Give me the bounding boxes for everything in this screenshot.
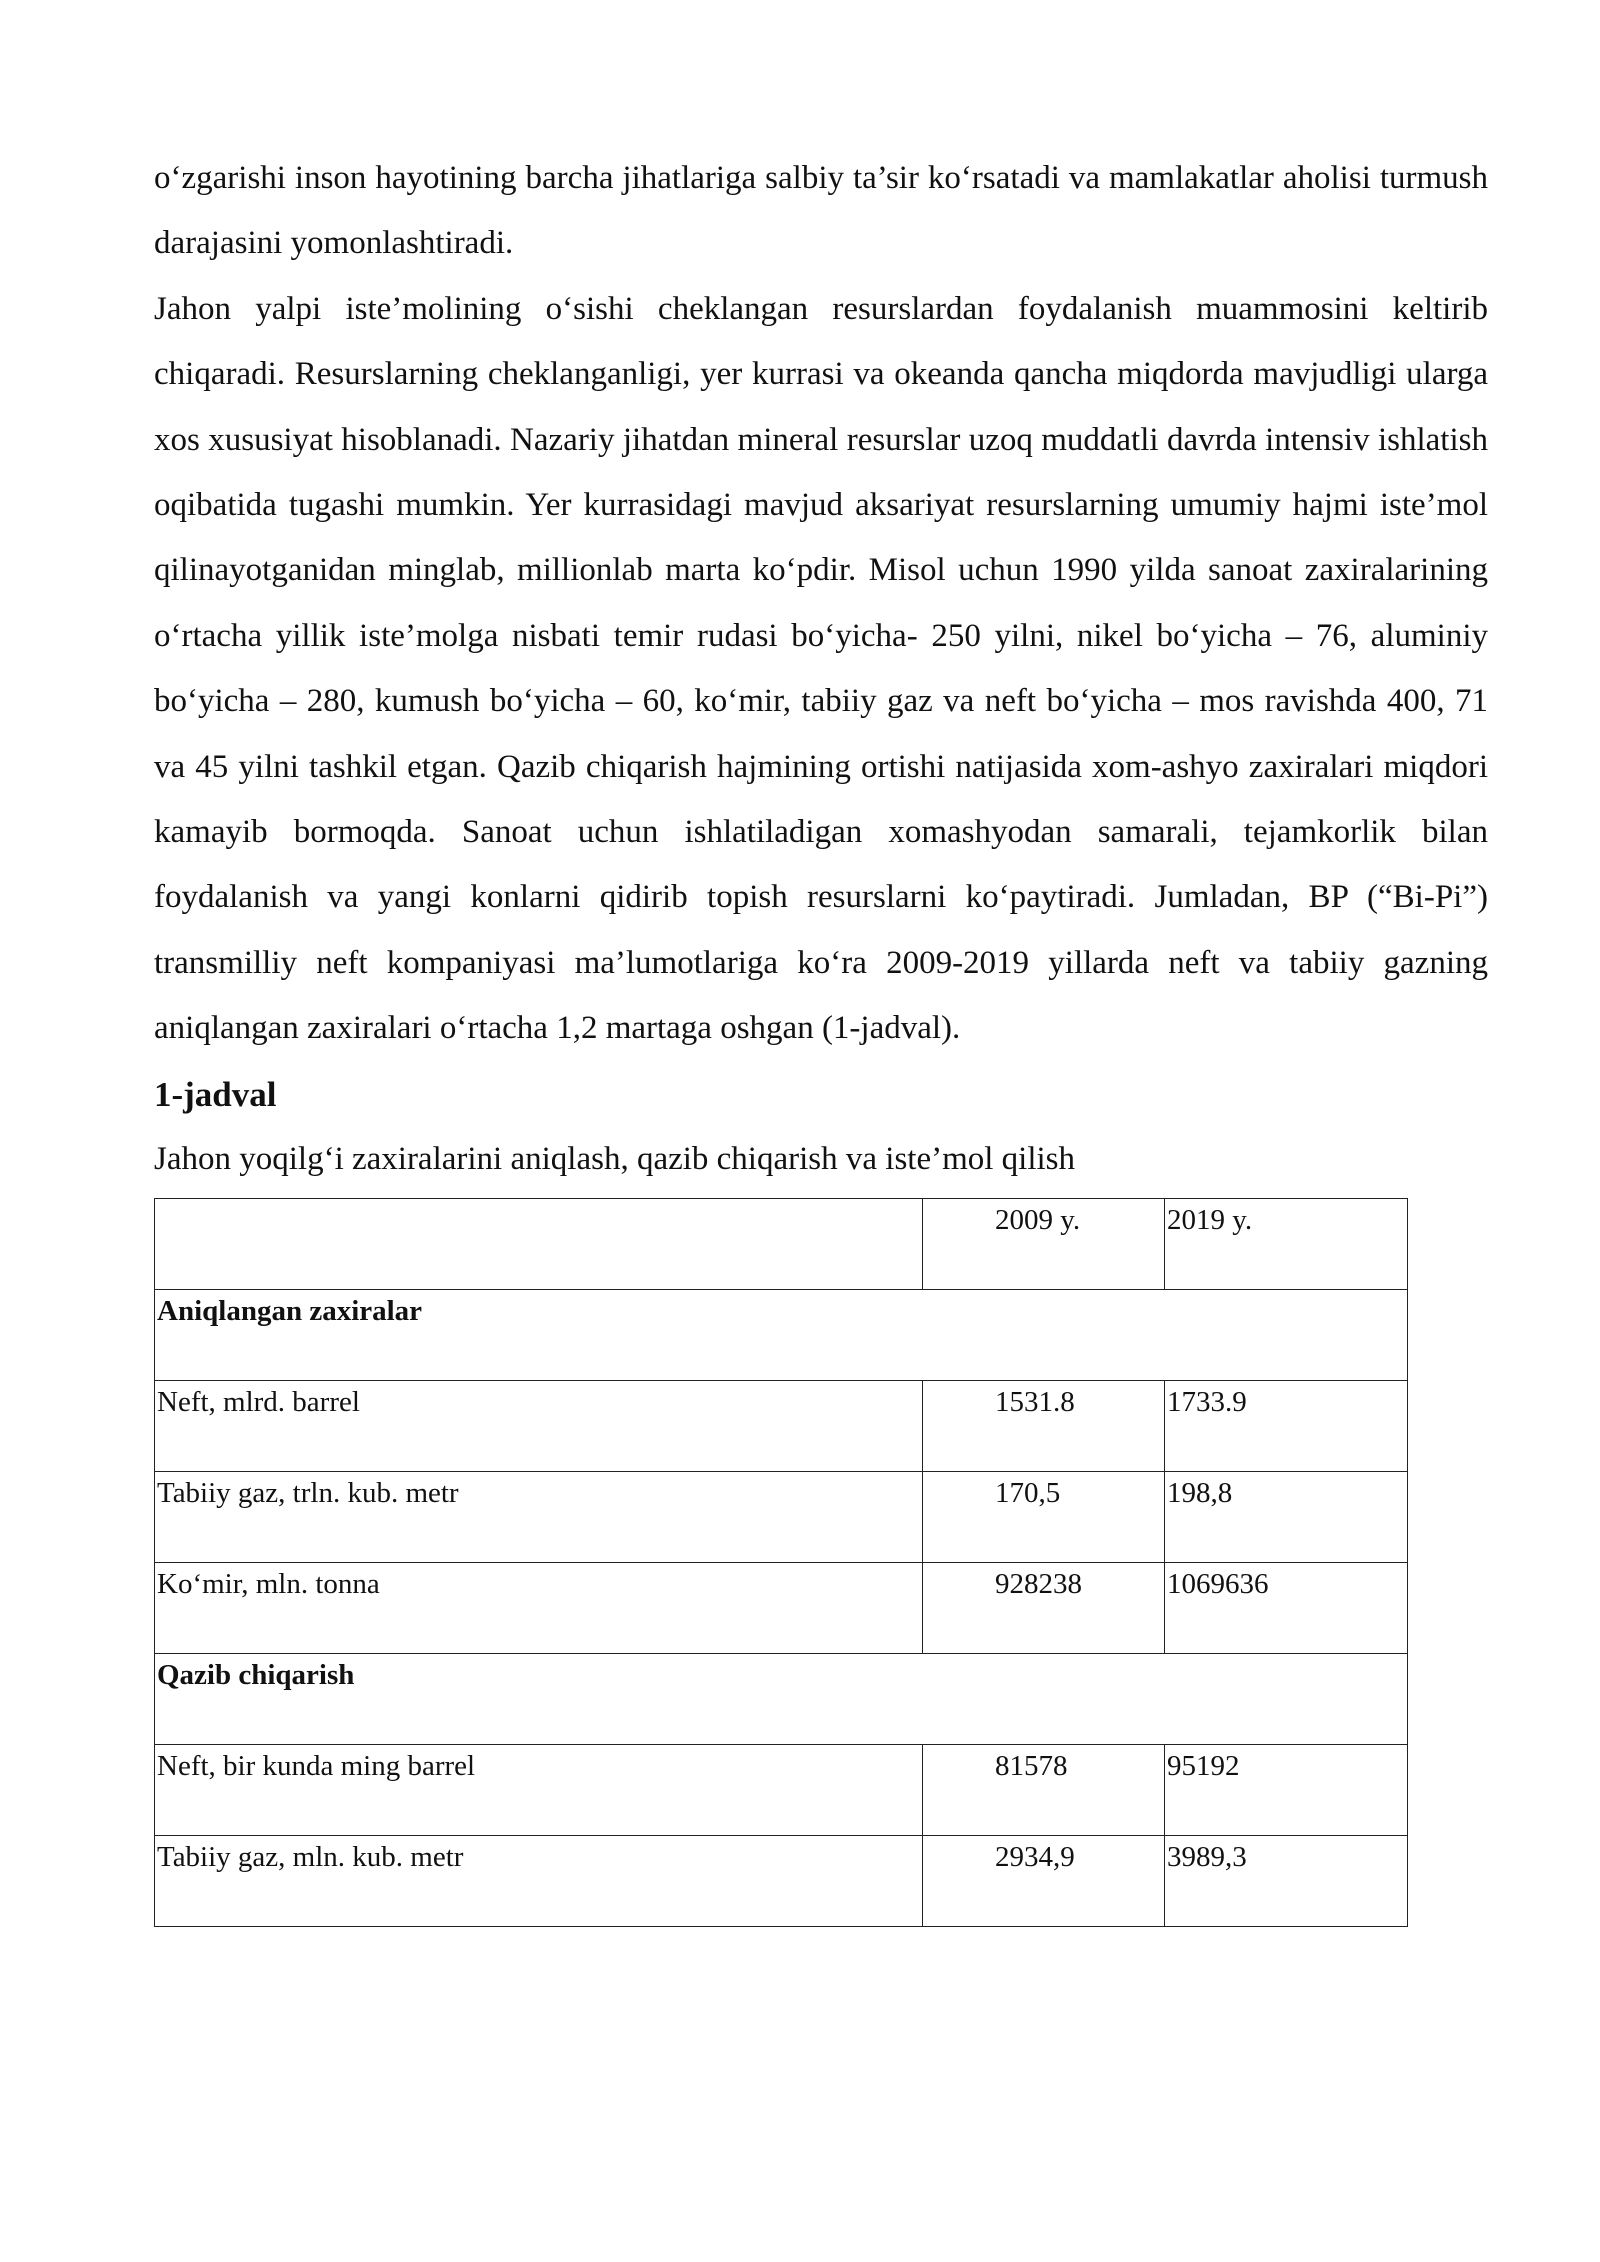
- table-row: [155, 1380, 1408, 1471]
- row-value-2009: 81578: [923, 1744, 1165, 1835]
- table-row: [155, 1835, 1408, 1926]
- header-2019-cell: 2019 y.: [1165, 1198, 1408, 1289]
- row-label: Tabiiy gaz, trln. kub. metr: [155, 1471, 923, 1562]
- table-row: [155, 1744, 1408, 1835]
- fuel-reserves-table: [154, 1198, 1408, 1927]
- table-row: [155, 1562, 1408, 1653]
- header-2009-cell: 2009 y.: [923, 1198, 1165, 1289]
- table-caption: Jahon yoqilg‘i zaxiralarini aniqlash, qazib chiqarish va iste’mol qilish: [154, 1140, 1076, 1177]
- row-value-2019: 3989,3: [1165, 1835, 1408, 1926]
- row-value-2009: 2934,9: [923, 1835, 1165, 1926]
- row-value-2009: 928238: [923, 1562, 1165, 1653]
- row-value-2019: 95192: [1165, 1744, 1408, 1835]
- table-row: [155, 1471, 1408, 1562]
- header-label-cell: [155, 1198, 923, 1289]
- document-page: [154, 146, 1488, 1927]
- table-number: 1-jadval: [154, 1074, 277, 1114]
- row-label: Ko‘mir, mln. tonna: [155, 1562, 923, 1653]
- paragraph-1: o‘zgarishi inson hayotining barcha jihatlariga salbiy ta’sir ko‘rsatadi va mamlakatlar aholisi turmush darajasini yomonlashtiradi.: [154, 160, 1488, 262]
- row-value-2009: 1531.8: [923, 1380, 1165, 1471]
- section-title: Aniqlangan zaxiralar: [155, 1289, 1408, 1380]
- table-header-row: [155, 1198, 1408, 1289]
- table-section-row: [155, 1289, 1408, 1380]
- paragraph-2: Jahon yalpi iste’molining o‘sishi cheklangan resurslardan foydalanish muammosini keltirib chiqaradi. Resurslarning cheklanganligi, yer kurrasi va okeanda qancha miqdorda mavjudligi ularga xos xususiyat hisoblanadi. Nazariy jihatdan mineral resurslar uzoq muddatli davrda intensiv ishlatish oqibatida tugashi mumkin. Yer kurrasidagi mavjud aksariyat resurslarning umumiy hajmi iste’mol qilinayotganidan minglab, millionlab marta ko‘pdir. Misol uchun 1990 yilda sanoat zaxiralarining o‘rtacha yillik iste’molga nisbati temir rudasi bo‘yicha- 250 yilni, nikel bo‘yicha – 76, aluminiy bo‘yicha – 280, kumush bo‘yicha – 60, ko‘mir, tabiiy gaz va neft bo‘yicha – mos ravishda 400, 71 va 45 yilni tashkil etgan. Qazib chiqarish hajmining ortishi natijasida xom-ashyo zaxiralari miqdori kamayib bormoqda. Sanoat uchun ishlatiladigan xomashyodan samarali, tejamkorlik bilan foydalanish va yangi konlarni qidirib topish resurslarni ko‘paytiradi. Jumladan, BP (“Bi-Pi”) transmilliy neft kompaniyasi ma’lumotlariga ko‘ra 2009-2019 yillarda neft va tabiiy gazning aniqlangan zaxiralari o‘rtacha 1,2 martaga oshgan (1-jadval).: [154, 290, 1488, 1047]
- table-section-row: [155, 1653, 1408, 1744]
- row-label: Neft, mlrd. barrel: [155, 1380, 923, 1471]
- row-label: Neft, bir kunda ming barrel: [155, 1744, 923, 1835]
- row-label: Tabiiy gaz, mln. kub. metr: [155, 1835, 923, 1926]
- row-value-2019: 1733.9: [1165, 1380, 1408, 1471]
- section-title: Qazib chiqarish: [155, 1653, 1408, 1744]
- row-value-2019: 1069636: [1165, 1562, 1408, 1653]
- row-value-2019: 198,8: [1165, 1471, 1408, 1562]
- row-value-2009: 170,5: [923, 1471, 1165, 1562]
